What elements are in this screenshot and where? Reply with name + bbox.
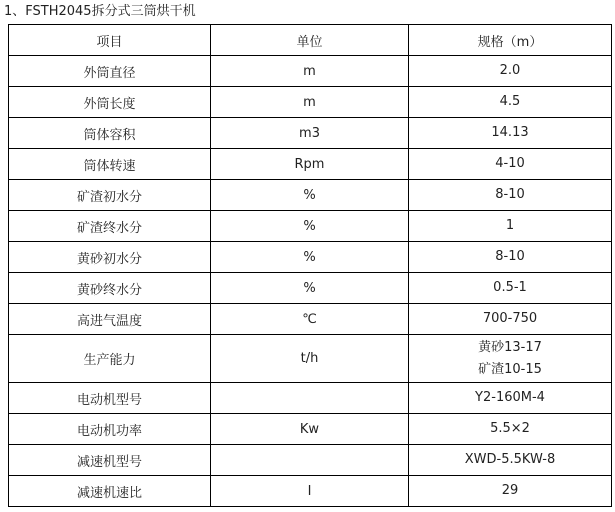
cell-spec (409, 87, 612, 118)
cell-unit: Rpm (211, 149, 409, 180)
cell-spec (409, 304, 612, 335)
cell-spec-line: 8-10 (495, 187, 525, 202)
header-unit: 单位 (211, 25, 409, 56)
cell-item: 电动机功率 (9, 414, 211, 445)
table-row (9, 87, 612, 118)
table-row (9, 273, 612, 304)
cell-spec (409, 383, 612, 414)
cell-spec-line: 矿渣10-15 (478, 361, 542, 377)
cell-unit: % (211, 211, 409, 242)
cell-item: 减速机型号 (9, 445, 211, 476)
cell-spec-line: 2.0 (499, 63, 521, 78)
cell-spec-line: XWD-5.5KW-8 (464, 452, 556, 467)
table-row (9, 414, 612, 445)
cell-spec (409, 273, 612, 304)
cell-unit: Kw (211, 414, 409, 445)
cell-unit: % (211, 242, 409, 273)
table-row (9, 304, 612, 335)
cell-unit: ℃ (211, 304, 409, 335)
cell-unit: m3 (211, 118, 409, 149)
cell-spec-line: 4-10 (495, 156, 525, 171)
header-item: 项目 (9, 25, 211, 56)
cell-item: 生产能力 (9, 335, 211, 383)
cell-spec-line: 700-750 (482, 311, 538, 326)
header-spec: 规格（m） (409, 25, 612, 56)
cell-spec-line: 4.5 (499, 94, 521, 109)
cell-spec (409, 476, 612, 507)
table-row (9, 56, 612, 87)
cell-spec (409, 211, 612, 242)
document-title: 1、FSTH2045拆分式三筒烘干机 (4, 4, 196, 19)
cell-spec (409, 414, 612, 445)
table-row (9, 335, 612, 383)
cell-item: 外筒直径 (9, 56, 211, 87)
cell-spec-line: 14.13 (491, 125, 529, 140)
cell-item: 外筒长度 (9, 87, 211, 118)
cell-spec-line: 29 (501, 483, 519, 498)
table-row (9, 383, 612, 414)
cell-unit: % (211, 180, 409, 211)
cell-spec-line: 5.5×2 (490, 421, 530, 436)
table-row (9, 476, 612, 507)
cell-unit: % (211, 273, 409, 304)
cell-spec (409, 335, 612, 383)
cell-item: 筒体容积 (9, 118, 211, 149)
cell-spec (409, 118, 612, 149)
cell-spec-line: 黄砂13-17 (478, 339, 542, 355)
cell-item: 电动机型号 (9, 383, 211, 414)
table-row (9, 118, 612, 149)
table-row (9, 180, 612, 211)
cell-spec-line: 8-10 (495, 249, 525, 264)
cell-item: 矿渣终水分 (9, 211, 211, 242)
cell-unit: m (211, 56, 409, 87)
table-row (9, 149, 612, 180)
cell-spec (409, 180, 612, 211)
cell-unit (211, 445, 409, 476)
cell-item: 减速机速比 (9, 476, 211, 507)
cell-spec-line: 1 (505, 218, 515, 233)
cell-item: 黄砂终水分 (9, 273, 211, 304)
cell-unit: t/h (211, 335, 409, 383)
cell-unit: m (211, 87, 409, 118)
spec-table (8, 24, 612, 507)
cell-spec (409, 149, 612, 180)
table-header-row (9, 25, 612, 56)
cell-spec-line: 0.5-1 (493, 280, 527, 295)
cell-unit (211, 383, 409, 414)
cell-spec (409, 242, 612, 273)
table-row (9, 445, 612, 476)
spec-table-body (9, 25, 612, 507)
cell-spec (409, 56, 612, 87)
cell-item: 矿渣初水分 (9, 180, 211, 211)
cell-item: 黄砂初水分 (9, 242, 211, 273)
cell-item: 筒体转速 (9, 149, 211, 180)
cell-spec-line: Y2-160M-4 (475, 390, 545, 405)
cell-spec (409, 445, 612, 476)
table-row (9, 211, 612, 242)
cell-item: 高进气温度 (9, 304, 211, 335)
cell-unit: I (211, 476, 409, 507)
table-row (9, 242, 612, 273)
